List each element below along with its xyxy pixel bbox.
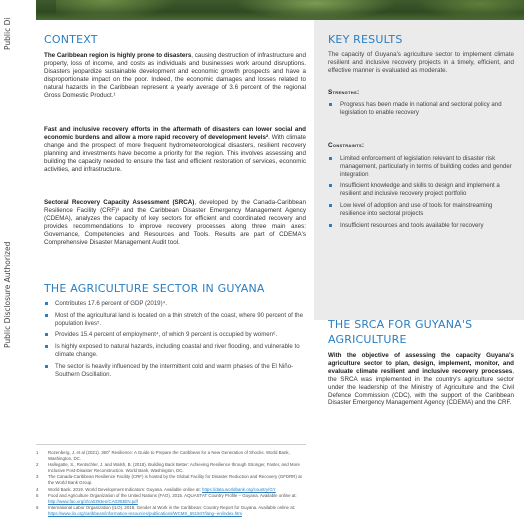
context-p2-bold: Fast and inclusive recovery efforts in the aftermath of disasters can lower social and economic burdens and allow a more rapid recovery of development levels²	[44, 126, 306, 141]
footnote: 2 Hallegatte, S., Rentschler, J. and Walsh, B. (2018). Building Back Better: Achieving Resilience through Stronger, Faster, and More Inclusive Post-Disaster Reconstruction. World Bank, Washington, DC.	[36, 462, 300, 473]
strengths-label: Strengths:	[328, 89, 360, 96]
footnote-link[interactable]: https://data.worldbank.org/country/GY	[202, 486, 276, 492]
disclosure-label-top: Public Di	[3, 17, 12, 50]
srca-heading-line-2: AGRICULTURE	[328, 333, 407, 346]
bullet-icon	[45, 365, 48, 368]
context-p2-rest: . With climate change and the prospect of more frequent hydrometeorological disasters, resilient recovery planning and investments have become a priority for the region. This involves assessing and building the capacity needed to ensure the fast and efficient restoration of services, economic activities, and infrastructure.	[44, 133, 306, 173]
bullet-icon	[45, 333, 48, 336]
key-results-heading: KEY RESULTS	[328, 33, 403, 46]
context-p1-bold: The Caribbean region is highly prone to disasters	[44, 52, 192, 59]
list-item: Is highly exposed to natural hazards, including coastal and river flooding, and vulnerable to climate change.	[44, 343, 306, 359]
strengths-list	[328, 101, 514, 121]
list-item: Most of the agricultural land is located on a thin stretch of the coast, where 90 percent of the population lives⁵.	[44, 312, 306, 328]
list-item: Insufficient knowledge and skills to design and implement a resilient and inclusive recovery project portfolio	[328, 182, 514, 198]
header-photo	[36, 0, 524, 20]
srca-paragraph	[328, 352, 514, 407]
footnotes	[36, 450, 306, 518]
context-p3-bold: Sectoral Recovery Capacity Assessment (SRCA)	[44, 199, 195, 206]
footnote: 1 Rozenberg, J. et al (2021). 360° Resilience: A Guide to Prepare the Caribbean for a New Generation of Shocks. World Bank, Washington, DC.	[36, 450, 290, 461]
list-item: Contributes 17.6 percent of GDP (2019)⁴.	[44, 300, 306, 308]
bullet-icon	[45, 314, 48, 317]
bullet-icon	[45, 302, 48, 305]
context-heading: CONTEXT	[44, 33, 98, 46]
footnote-link[interactable]: http://www.fao.org/3/ca0393en/CA0393EN.pdf	[48, 498, 138, 504]
key-results-intro: The capacity of Guyana's agriculture sector to implement climate resilient and inclusive recovery projects in a timely, efficient, and effective manner is evaluated as moderate.	[328, 51, 514, 74]
list-item: The sector is heavily influenced by the intermittent cold and warm phases of the El Niño-Southern Oscillation.	[44, 363, 306, 379]
footnote: 3 The Canada-Caribbean Resilience Facility (CRF) is hosted by the Global Facility for Disaster Reduction and Recovery (GFDRR) at the World Bank Group.	[36, 474, 302, 485]
constraints-list	[328, 155, 514, 233]
srca-bold: With the objective of assessing the capacity Guyana's agriculture sector to plan, design, implement, monitor, and evaluate climate resilient and inclusive recovery processes	[328, 352, 514, 375]
footnote: 5 Food and Agriculture Organization of the United Nations (FAO). 2015. AQUASTAT Country Profile – Guyana. Available online at: http://www.fao.org/3/ca0393en/CA0393EN.pdf	[36, 493, 297, 504]
list-item: Low level of adoption and use of tools for mainstreaming resilience into sectoral projects	[328, 202, 514, 218]
bullet-icon	[45, 345, 48, 348]
constraints-label: Constraints:	[328, 142, 365, 149]
list-item: Provides 15.4 percent of employment⁴, of which 9 percent is occupied by women⁶.	[44, 331, 306, 339]
footnote: 4 World Bank. 2019. World Development Indicators: Guyana. Available online at: https://data.worldbank.org/country/GY	[36, 486, 276, 492]
context-paragraph-1	[44, 52, 306, 99]
context-paragraph-2	[44, 126, 306, 173]
agriculture-list	[44, 300, 306, 382]
bullet-icon	[329, 224, 332, 227]
srca-rest: , the SRCA was implemented in the country's agriculture sector under the leadership of the Ministry of Agriculture and the Civil Defence Commission (CDC), with the support of the Caribbean Disaster Emergency Management Agency (CDEMA) and the CRF.	[328, 367, 514, 407]
footnote-divider	[36, 444, 306, 445]
bullet-icon	[329, 157, 332, 160]
bullet-icon	[329, 184, 332, 187]
context-paragraph-3	[44, 199, 306, 246]
srca-heading-line-1: THE SRCA FOR GUYANA'S	[328, 318, 473, 331]
list-item: Limited enforcement of legislation relevant to disaster risk management, particularly in terms of building codes and gender integration	[328, 155, 514, 178]
agriculture-heading: THE AGRICULTURE SECTOR IN GUYANA	[44, 282, 265, 295]
context-p3-rest: , developed by the Canada-Caribbean Resilience Facility (CRF)³ and the Caribbean Disaster Emergency Management Agency (CDEMA), analyzes the capacity of key sectors for efficient and coordinated recovery and provides recommendations to improve recovery processes along three main axes: Governance, Competencies and Resources and Tools. Results are part of CDEMA's Comprehensive Disaster Management Audit tool.	[44, 199, 306, 246]
list-item: Insufficient resources and tools available for recovery	[328, 222, 514, 230]
footnote: 6 International Labor Organization (ILO). 2018. Gender at Work in the Caribbean: Country Report for Guyana. Available online at: https://www.ilo.org/caribbean/information-resources/publications/WCMS_651947/lang--en/index.htm	[36, 505, 296, 516]
bullet-icon	[329, 204, 332, 207]
context-p1-rest: , causing destruction of infrastructure and property, loss of income, and costs as individuals and businesses work around disruptions. Disasters jeopardize sustainable development and economic growth prospects and have a disproportionate impact on the poor. Indeed, the economic damages and losses related to natural hazards in the Caribbean represent a yearly average of 3.6 percent of the regional Gross Domestic Product.¹	[44, 52, 306, 99]
disclosure-label-bottom: Public Disclosure Authorized	[3, 241, 12, 348]
footnote-link[interactable]: https://www.ilo.org/caribbean/information-resources/publications/WCMS_651947/lang--en/index.htm	[48, 510, 243, 516]
list-item: Progress has been made in national and sectoral policy and legislation to enable recovery	[328, 101, 514, 117]
bullet-icon	[329, 103, 332, 106]
